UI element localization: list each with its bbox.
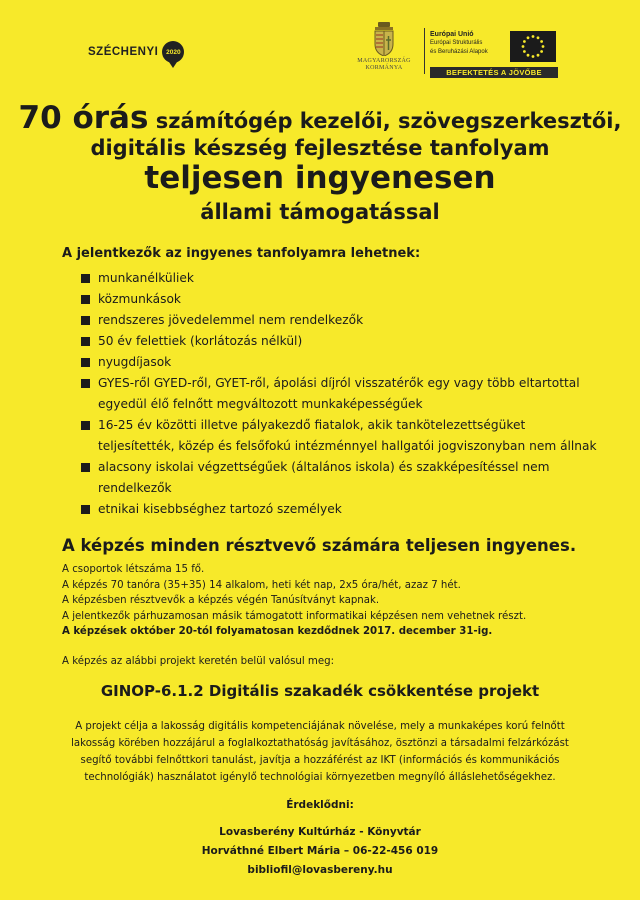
eu-line1: Európai Unió	[430, 31, 474, 38]
contact-block	[0, 796, 640, 880]
list-item: nyugdíjasok	[80, 352, 600, 373]
list-item: 16-25 év közötti illetve pályakezdő fiatalok, akik tankötelezettségüket teljesítették, közép és felsőfokú intézménnyel hallgatói jogviszonyban nem állnak	[80, 415, 600, 457]
list-item: alacsony iskolai végzettségűek (általános iskola) és szakképesítéssel nem rendelkezők	[80, 457, 600, 499]
detail-line: A csoportok létszáma 15 fő.	[62, 564, 205, 575]
project-intro: A képzés az alábbi projekt keretén belül valósul meg:	[62, 656, 335, 667]
szechenyi-year: 2020	[166, 48, 181, 56]
gov-line1: MAGYARORSZÁG	[357, 58, 411, 64]
title-line1-rest: számítógép kezelői, szövegszerkesztői,	[148, 109, 622, 133]
detail-line: A képzésben résztvevők a képzés végén Tanúsítványt kapnak.	[62, 595, 380, 606]
title-line-4: állami támogatással	[200, 200, 440, 224]
title-line-3: teljesen ingyenesen	[144, 160, 496, 196]
logo-divider	[424, 28, 425, 74]
detail-line-dates: A képzések október 20-tól folyamatosan kezdődnek 2017. december 31-ig.	[62, 626, 493, 637]
hungarian-crest-icon	[372, 22, 396, 56]
detail-line: A jelentkezők párhuzamosan másik támogatott informatikai képzésen nem vehetnek részt.	[62, 610, 527, 622]
eligibility-heading: A jelentkezők az ingyenes tanfolyamra lehetnek:	[62, 246, 421, 261]
eu-line3: és Beruházási Alapok	[430, 49, 488, 55]
szechenyi-badge-icon	[162, 41, 184, 63]
szechenyi-logo-text: SZÉCHENYI	[88, 46, 159, 58]
contact-person: Horváthné Elbert Mária – 06-22-456 019	[201, 845, 439, 857]
government-logo	[354, 22, 414, 72]
title-line-1	[0, 100, 640, 136]
contact-heading: Érdeklődni:	[286, 799, 354, 811]
eu-text	[430, 30, 510, 57]
title-line-2: digitális készség fejlesztése tanfolyam	[90, 136, 550, 160]
contact-venue: Lovasberény Kultúrház - Könyvtár	[219, 826, 421, 838]
project-description: A projekt célja a lakosság digitális kompetenciájának növelése, mely a munkaképes korú felnőtt lakosság körében hozzájárul a foglalkoztathatóság javításához, ösztönzi a társadalmi felzárkózást segítő további felnőttkori tanulást, javítja a hozzáférést az IKT (információs és kommunikációs technológiák) használatot igénylő technológiai környezetben megnyíló álláslehetőségekhez.	[71, 721, 569, 783]
course-details	[62, 562, 602, 640]
eu-flag-icon	[510, 31, 556, 62]
eu-banner: BEFEKTETÉS A JÖVŐBE	[430, 67, 558, 78]
szechenyi-2020-logo	[88, 41, 184, 63]
eu-line2: Európai Strukturális	[430, 40, 483, 46]
project-title: GINOP-6.1.2 Digitális szakadék csökkentése projekt	[100, 682, 540, 700]
free-training-heading: A képzés minden résztvevő számára teljesen ingyenes.	[62, 536, 577, 555]
title-hours: 70 órás	[18, 100, 149, 136]
eu-logo	[430, 30, 558, 77]
eligibility-list	[80, 268, 600, 520]
list-item: rendszeres jövedelemmel nem rendelkezők	[80, 310, 600, 331]
contact-email[interactable]: bibliofil@lovasbereny.hu	[247, 864, 393, 876]
list-item: munkanélküliek	[80, 268, 600, 289]
list-item: 50 év felettiek (korlátozás nélkül)	[80, 331, 600, 352]
list-item: közmunkások	[80, 289, 600, 310]
detail-line: A képzés 70 tanóra (35+35) 14 alkalom, heti két nap, 2x5 óra/hét, azaz 7 hét.	[62, 579, 461, 591]
list-item: etnikai kisebbséghez tartozó személyek	[80, 499, 600, 520]
gov-line2: KORMÁNYA	[365, 65, 403, 71]
list-item: GYES-ről GYED-ről, GYET-ről, ápolási díjról visszatérők egy vagy több eltartottal egyedül élő felnőtt megváltozott munkaképességűek	[80, 373, 600, 415]
government-text	[354, 58, 414, 72]
